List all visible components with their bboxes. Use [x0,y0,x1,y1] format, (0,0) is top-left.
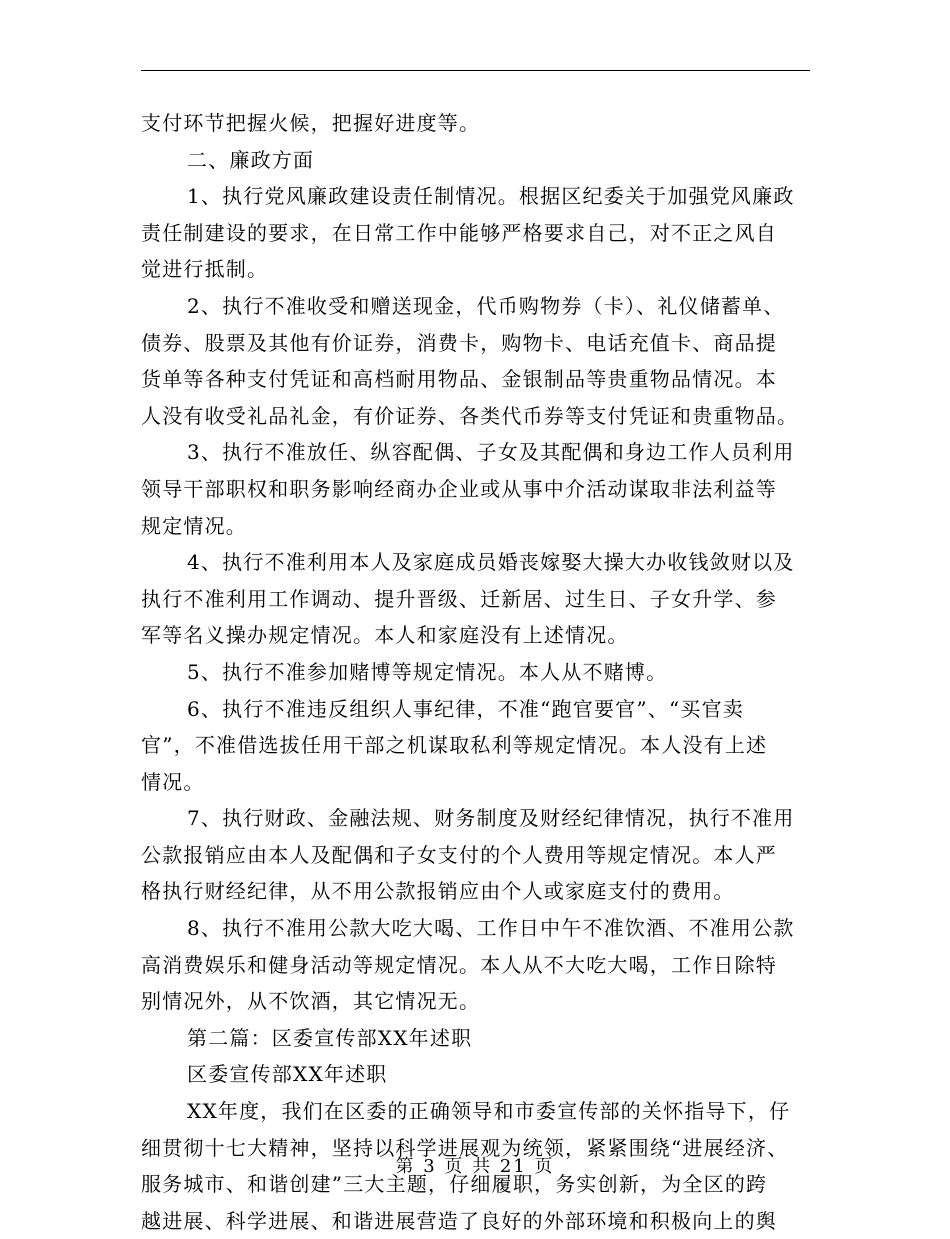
text-line: 官”，不准借选拔任用干部之机谋取私利等规定情况。本人没有上述 [141,733,768,758]
text-line: 服务城市、和谐创建”三大主题，仔细履职，务实创新，为全区的跨 [141,1172,768,1197]
text-line: 支付环节把握火候，把握好进度等。 [141,111,481,135]
text-line: 7、执行财政、金融法规、财务制度及财经纪律情况，执行不准用 [187,806,795,831]
text-line: 人没有收受礼品礼金，有价证券、各类代币券等支付凭证和贵重物品。 [141,403,799,428]
document-body [141,105,813,1239]
text-line: 6、执行不准违反组织人事纪律，不准“跑官要官”、“买官卖 [187,696,744,721]
text-line: 领导干部职权和职务影响经商办企业或从事中介活动谋取非法利益等 [141,476,777,501]
text-line: 情况。 [141,769,205,794]
text-line: 第二篇：区委宣传部XX年述职 [187,1025,473,1050]
text-line: 1、执行党风廉政建设责任制情况。根据区纪委关于加强党风廉政 [187,184,795,209]
page-number-footer: 第 3 页 共 21 页 [395,1156,555,1177]
text-line: 觉进行抵制。 [141,257,269,282]
text-line: 规定情况。 [141,513,247,538]
text-line: 公款报销应由本人及配偶和子女支付的个人费用等规定情况。本人严 [141,842,777,867]
text-line: 3、执行不准放任、纵容配偶、子女及其配偶和身边工作人员利用 [187,440,795,465]
text-line: 军等名义操办规定情况。本人和家庭没有上述情况。 [141,623,629,648]
text-line: 2、执行不准收受和赠送现金，代币购物券（卡）、礼仪储蓄单、 [187,293,785,318]
text-line: 格执行财经纪律，从不用公款报销应由个人或家庭支付的费用。 [141,879,735,904]
header-rule [141,70,810,71]
text-line: 责任制建设的要求，在日常工作中能够严格要求自己，对不正之风自 [141,220,777,245]
text-line: 5、执行不准参加赌博等规定情况。本人从不赌博。 [187,659,668,684]
text-line: 执行不准利用工作调动、提升晋级、迁新居、过生日、子女升学、参 [141,586,777,611]
text-line: 货单等各种支付凭证和高档耐用物品、金银制品等贵重物品情况。本 [141,367,777,392]
text-line: 8、执行不准用公款大吃大喝、工作日中午不准饮酒、不准用公款 [187,916,795,941]
text-line: 二、廉政方面 [187,147,315,172]
text-line: XX年度，我们在区委的正确领导和市委宣传部的关怀指导下，仔 [187,1099,791,1124]
text-line: 区委宣传部XX年述职 [187,1062,388,1087]
text-line: 细贯彻十七大精神，坚持以科学进展观为统领，紧紧围绕“进展经济、 [141,1135,789,1160]
text-line: 越进展、科学进展、和谐进展营造了良好的外部环境和积极向上的舆 [141,1208,777,1233]
text-line: 别情况外，从不饮酒，其它情况无。 [141,989,481,1014]
text-line: 高消费娱乐和健身活动等规定情况。本人从不大吃大喝，工作日除特 [141,952,777,977]
text-line: 债券、股票及其他有价证券，消费卡，购物卡、电话充值卡、商品提 [141,330,777,355]
text-line: 4、执行不准利用本人及家庭成员婚丧嫁娶大操大办收钱敛财以及 [187,550,795,575]
